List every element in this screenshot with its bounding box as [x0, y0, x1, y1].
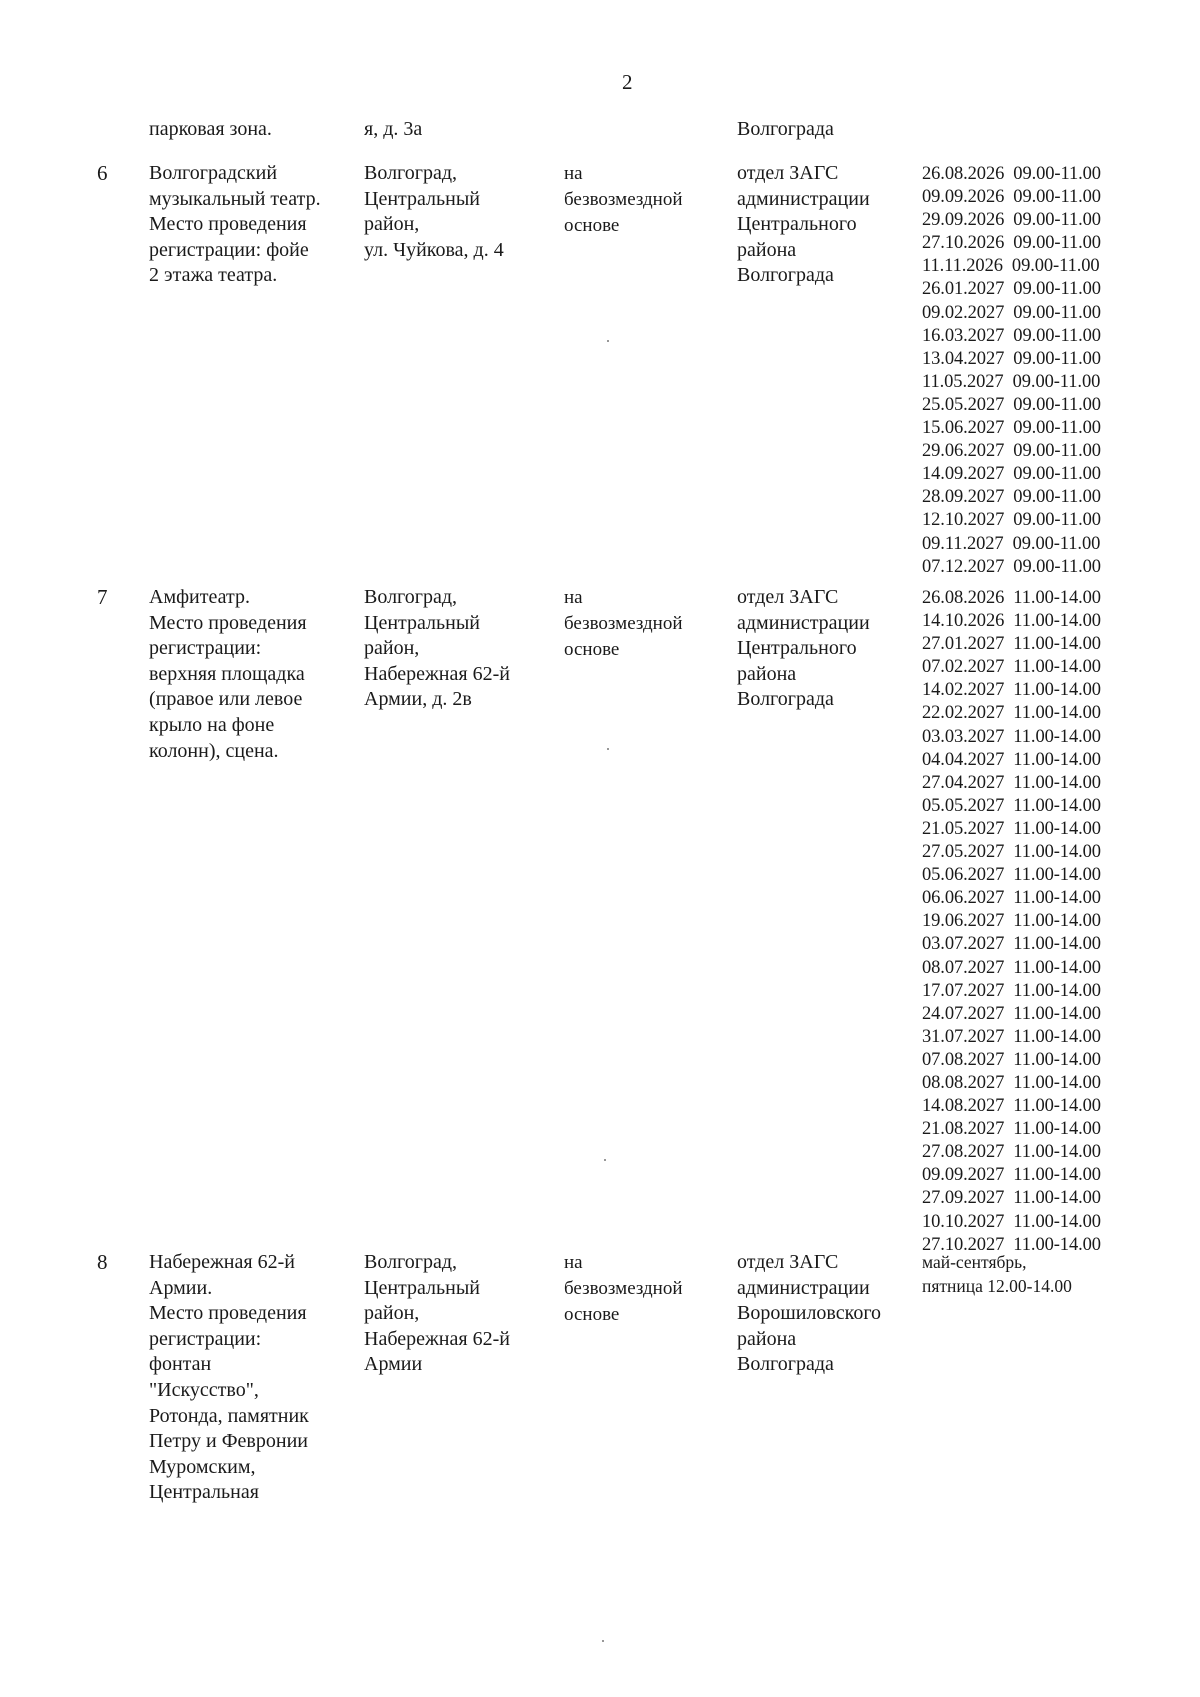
page-number: 2: [622, 70, 633, 94]
department-cell: [737, 585, 917, 713]
basis-cell: [564, 585, 724, 663]
row-number: 6: [97, 161, 108, 185]
venue-cell-line: Центральная: [149, 1481, 259, 1504]
schedule-cell-line: 14.09.2027 09.00-11.00: [922, 464, 1101, 485]
venue-cell-line: регистрации:: [149, 637, 262, 660]
venue-cell-line: Набережная 62-й: [149, 1251, 295, 1273]
address-cell-line: ул. Чуйкова, д. 4: [364, 238, 504, 261]
scan-speck: [607, 340, 609, 342]
schedule-cell-line: 11.05.2027 09.00-11.00: [922, 371, 1101, 392]
address-cell-line: Центральный: [364, 1276, 481, 1299]
row-number: 7: [97, 585, 108, 609]
address-cell: [364, 117, 554, 143]
schedule-cell-line: 09.11.2027 09.00-11.00: [922, 533, 1101, 554]
address-cell: [364, 161, 554, 263]
schedule-cell-line: 03.07.2027 11.00-14.00: [922, 934, 1101, 955]
address-cell: [364, 1250, 554, 1378]
row-number: 8: [97, 1250, 108, 1274]
schedule-cell-line: 05.06.2027 11.00-14.00: [922, 865, 1101, 886]
department-cell-line: отдел ЗАГС: [737, 586, 839, 608]
scan-speck: [604, 1159, 606, 1161]
schedule-cell-line: 19.06.2027 11.00-14.00: [922, 911, 1101, 932]
department-cell-line: администрации: [737, 611, 870, 634]
department-cell-line: Волгограда: [737, 1353, 834, 1376]
schedule-cell-line: 08.08.2027 11.00-14.00: [922, 1072, 1101, 1093]
venue-cell-line: крыло на фоне: [149, 713, 275, 736]
schedule-cell-line: 29.09.2026 09.00-11.00: [922, 210, 1101, 231]
schedule-cell-line: 28.09.2027 09.00-11.00: [922, 487, 1101, 508]
department-cell-line: Центрального: [737, 637, 857, 660]
venue-cell-line: Муромским,: [149, 1455, 256, 1478]
schedule-cell-line: 25.05.2027 09.00-11.00: [922, 394, 1101, 415]
venue-cell-line: парковая зона.: [149, 118, 272, 140]
schedule-cell-line: 11.11.2026 09.00-11.00: [922, 256, 1100, 277]
venue-cell-line: Петру и Февронии: [149, 1430, 308, 1453]
schedule-cell-line: 07.02.2027 11.00-14.00: [922, 657, 1101, 678]
venue-cell-line: фонтан: [149, 1353, 212, 1376]
schedule-cell: [922, 1250, 1162, 1298]
schedule-cell-line: 13.04.2027 09.00-11.00: [922, 348, 1101, 369]
schedule-cell-line: 14.08.2027 11.00-14.00: [922, 1096, 1101, 1117]
department-cell: [737, 1250, 917, 1378]
basis-cell-line: основе: [564, 215, 620, 236]
department-cell-line: Волгограда: [737, 688, 834, 711]
schedule-cell-line: 09.09.2026 09.00-11.00: [922, 187, 1101, 208]
address-cell-line: Набережная 62-й: [364, 662, 510, 685]
venue-cell-line: 2 этажа театра.: [149, 264, 278, 287]
address-cell-line: Центральный: [364, 611, 481, 634]
department-cell-line: администрации: [737, 187, 870, 210]
basis-cell-line: на: [564, 587, 583, 608]
department-cell: [737, 117, 917, 143]
address-cell-line: Армии: [364, 1353, 423, 1376]
schedule-cell-line: 14.02.2027 11.00-14.00: [922, 680, 1101, 701]
schedule-cell-line: 09.02.2027 09.00-11.00: [922, 302, 1101, 323]
address-cell-line: Центральный: [364, 187, 481, 210]
scan-speck: [602, 1640, 604, 1642]
schedule-cell-line: 21.05.2027 11.00-14.00: [922, 818, 1101, 839]
venue-cell: [149, 585, 354, 764]
department-cell: [737, 161, 917, 289]
address-cell-line: район,: [364, 1302, 420, 1325]
venue-cell-line: регистрации: фойе: [149, 238, 309, 261]
basis-cell: [564, 161, 724, 239]
department-cell-line: Волгограда: [737, 118, 834, 140]
schedule-cell-line: 27.09.2027 11.00-14.00: [922, 1188, 1101, 1209]
venue-cell: [149, 117, 354, 143]
venue-cell-line: Ротонда, памятник: [149, 1404, 309, 1427]
schedule-cell-line: 12.10.2027 09.00-11.00: [922, 510, 1101, 531]
venue-cell-line: (правое или левое: [149, 688, 303, 711]
schedule-cell-line: 07.12.2027 09.00-11.00: [922, 556, 1101, 577]
schedule-cell-line: 17.07.2027 11.00-14.00: [922, 980, 1101, 1001]
schedule-cell-line: 24.07.2027 11.00-14.00: [922, 1003, 1101, 1024]
basis-cell-line: на: [564, 1252, 583, 1273]
department-cell-line: Ворошиловского: [737, 1302, 882, 1325]
address-cell-line: район,: [364, 213, 420, 236]
venue-cell-line: Волгоградский: [149, 162, 278, 184]
basis-cell-line: безвозмездной: [564, 1278, 683, 1299]
schedule-cell-line: 07.08.2027 11.00-14.00: [922, 1049, 1101, 1070]
address-cell-line: Волгоград,: [364, 162, 458, 184]
basis-cell-line: безвозмездной: [564, 189, 683, 210]
department-cell-line: отдел ЗАГС: [737, 1251, 839, 1273]
schedule-cell-line: 27.01.2027 11.00-14.00: [922, 634, 1101, 655]
address-cell-line: Волгоград,: [364, 1251, 458, 1273]
address-cell-line: район,: [364, 637, 420, 660]
schedule-cell-line: 09.09.2027 11.00-14.00: [922, 1165, 1101, 1186]
schedule-cell-line: 26.08.2026 11.00-14.00: [922, 588, 1101, 608]
department-cell-line: отдел ЗАГС: [737, 162, 839, 184]
schedule-cell-line: 22.02.2027 11.00-14.00: [922, 703, 1101, 724]
basis-cell-line: безвозмездной: [564, 613, 683, 634]
schedule-cell-line: 15.06.2027 09.00-11.00: [922, 418, 1101, 439]
schedule-cell-line: май-сентябрь,: [922, 1252, 1027, 1272]
venue-cell-line: Место проведения: [149, 213, 307, 236]
address-cell-line: Волгоград,: [364, 586, 458, 608]
venue-cell-line: Место проведения: [149, 1302, 307, 1325]
schedule-cell-line: 08.07.2027 11.00-14.00: [922, 957, 1101, 978]
department-cell-line: района: [737, 662, 797, 685]
venue-cell: [149, 1250, 354, 1506]
schedule-cell-line: 26.08.2026 09.00-11.00: [922, 164, 1101, 184]
venue-cell: [149, 161, 354, 289]
venue-cell-line: Амфитеатр.: [149, 586, 250, 608]
venue-cell-line: колонн), сцена.: [149, 739, 279, 762]
venue-cell-line: "Искусство",: [149, 1378, 259, 1401]
department-cell-line: администрации: [737, 1276, 870, 1299]
department-cell-line: района: [737, 1327, 797, 1350]
schedule-cell: [922, 163, 1162, 579]
schedule-cell-line: 10.10.2027 11.00-14.00: [922, 1211, 1101, 1232]
venue-cell-line: регистрации:: [149, 1327, 262, 1350]
schedule-cell-line: пятница 12.00-14.00: [922, 1276, 1072, 1296]
basis-cell: [564, 1250, 724, 1328]
schedule-cell-line: 04.04.2027 11.00-14.00: [922, 749, 1101, 770]
venue-cell-line: Место проведения: [149, 611, 307, 634]
department-cell-line: района: [737, 238, 797, 261]
schedule-cell-line: 21.08.2027 11.00-14.00: [922, 1119, 1101, 1140]
schedule-cell-line: 06.06.2027 11.00-14.00: [922, 888, 1101, 909]
schedule-cell-line: 16.03.2027 09.00-11.00: [922, 325, 1101, 346]
schedule-cell-line: 26.01.2027 09.00-11.00: [922, 279, 1101, 300]
venue-cell-line: Армии.: [149, 1276, 213, 1299]
schedule-cell-line: 27.10.2026 09.00-11.00: [922, 233, 1101, 254]
schedule-cell-line: 27.10.2027 11.00-14.00: [922, 1234, 1101, 1255]
venue-cell-line: музыкальный театр.: [149, 187, 321, 210]
schedule-cell: [922, 587, 1162, 1257]
schedule-cell-line: 03.03.2027 11.00-14.00: [922, 726, 1101, 747]
scan-speck: [607, 748, 609, 750]
address-cell: [364, 585, 554, 713]
address-cell-line: я, д. 3а: [364, 118, 423, 140]
address-cell-line: Армии, д. 2в: [364, 688, 472, 711]
schedule-cell-line: 05.05.2027 11.00-14.00: [922, 795, 1101, 816]
schedule-cell-line: 14.10.2026 11.00-14.00: [922, 611, 1101, 632]
basis-cell-line: основе: [564, 1304, 620, 1325]
schedule-cell-line: 27.04.2027 11.00-14.00: [922, 772, 1101, 793]
venue-cell-line: верхняя площадка: [149, 662, 305, 685]
schedule-cell-line: 27.08.2027 11.00-14.00: [922, 1142, 1101, 1163]
basis-cell-line: основе: [564, 639, 620, 660]
address-cell-line: Набережная 62-й: [364, 1327, 510, 1350]
basis-cell-line: на: [564, 163, 583, 184]
department-cell-line: Волгограда: [737, 264, 834, 287]
schedule-cell-line: 29.06.2027 09.00-11.00: [922, 441, 1101, 462]
schedule-cell-line: 27.05.2027 11.00-14.00: [922, 842, 1101, 863]
schedule-cell-line: 31.07.2027 11.00-14.00: [922, 1026, 1101, 1047]
department-cell-line: Центрального: [737, 213, 857, 236]
